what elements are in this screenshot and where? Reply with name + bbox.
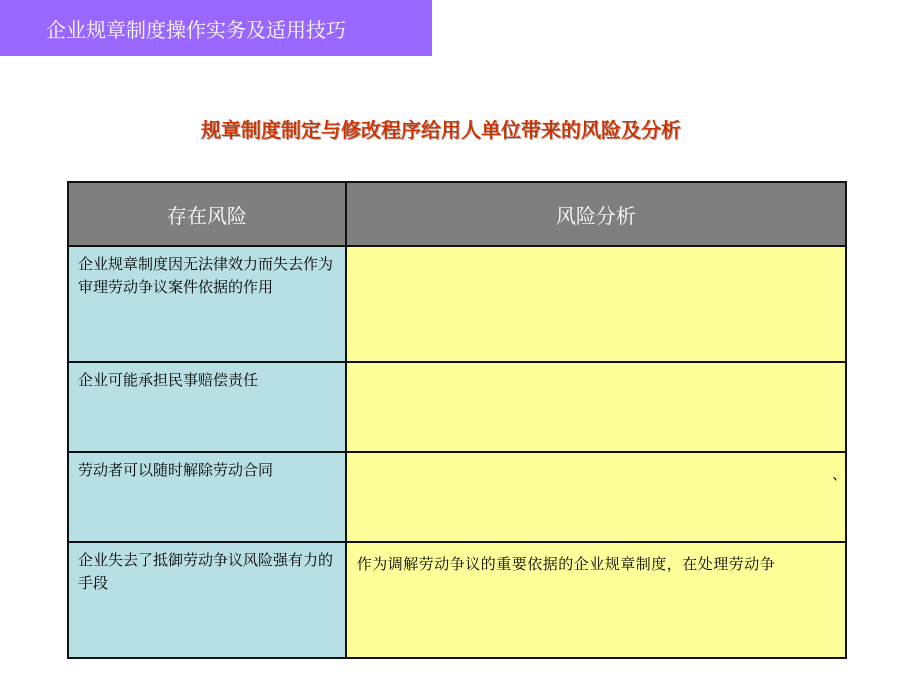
header-band (0, 0, 432, 56)
analysis-cell (346, 362, 846, 452)
column-header-analysis: 风险分析 (346, 182, 846, 246)
table-row (68, 246, 846, 362)
course-title: 企业规章制度操作实务及适用技巧 (46, 18, 346, 42)
risk-analysis-table (67, 181, 847, 659)
risk-cell: 企业可能承担民事赔偿责任 (68, 362, 346, 452)
analysis-cell (346, 542, 846, 658)
table-row (68, 452, 846, 542)
table-row (68, 362, 846, 452)
analysis-text-clipped: 作为调解劳动争议的重要依据的企业规章制度，在处理劳动争 (356, 555, 776, 573)
analysis-cell (346, 246, 846, 362)
table-header-row (68, 182, 846, 246)
table-row (68, 542, 846, 658)
column-header-risk: 存在风险 (68, 182, 346, 246)
analysis-cell (346, 452, 846, 542)
analysis-text-fragment: 、 (831, 465, 847, 483)
risk-cell: 企业规章制度因无法律效力而失去作为审理劳动争议案件依据的作用 (68, 246, 346, 362)
risk-cell: 企业失去了抵御劳动争议风险强有力的手段 (68, 542, 346, 658)
slide-title: 规章制度制定与修改程序给用人单位带来的风险及分析 (201, 118, 681, 142)
risk-cell: 劳动者可以随时解除劳动合同 (68, 452, 346, 542)
